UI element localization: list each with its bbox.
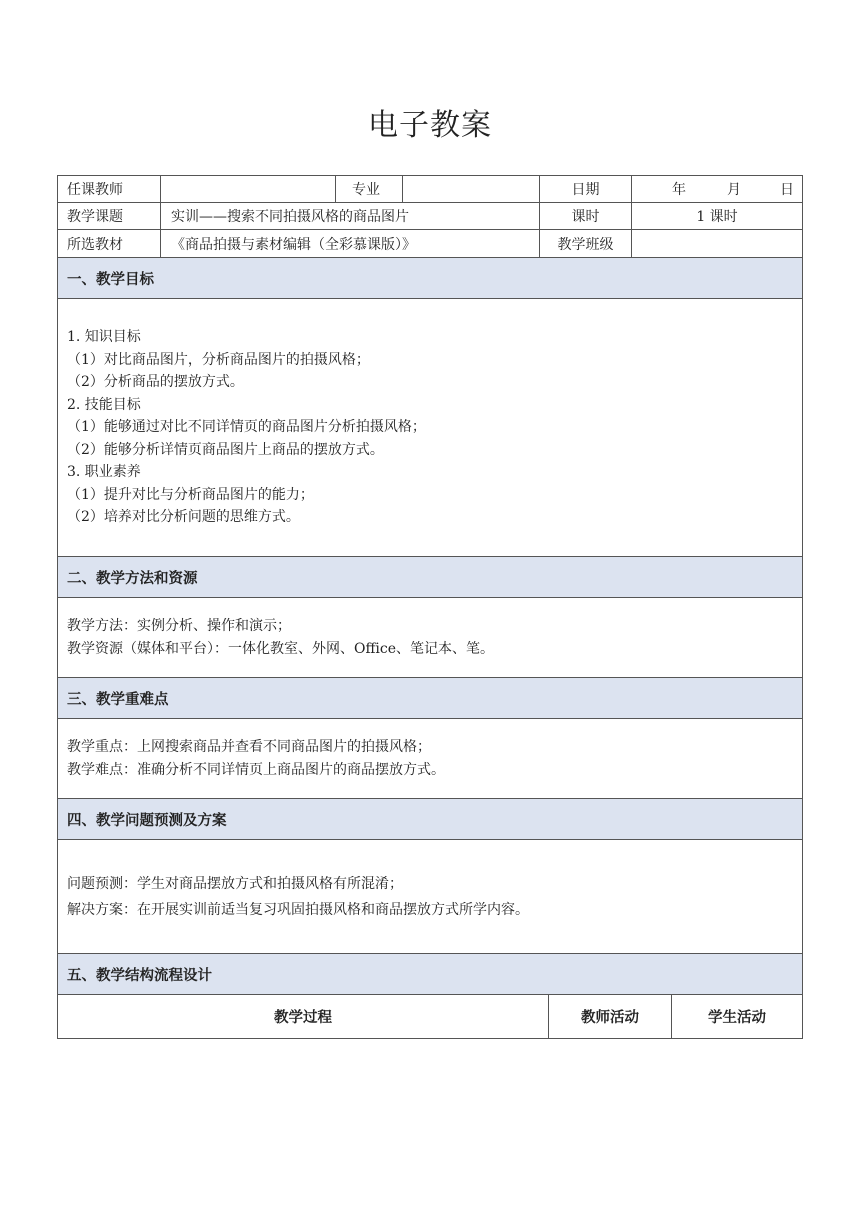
date-day: 日 <box>780 182 794 198</box>
hours-value[interactable]: 1 课时 <box>696 209 738 225</box>
section-heading-keypoints: 三、教学重难点 <box>57 678 803 719</box>
major-label: 专业 <box>336 176 403 202</box>
topic-label: 教学课题 <box>58 203 161 229</box>
class-label: 教学班级 <box>540 230 632 257</box>
section-body-keypoints <box>57 719 803 799</box>
goals-line: （1）对比商品图片，分析商品图片的拍摄风格； <box>67 351 370 368</box>
topic-value[interactable]: 实训——搜索不同拍摄风格的商品图片 <box>161 203 540 229</box>
section-heading-methods: 二、教学方法和资源 <box>57 557 803 598</box>
info-row-topic <box>57 203 803 230</box>
textbook-value[interactable]: 《商品拍摄与素材编辑（全彩慕课版）》 <box>161 230 540 257</box>
methods-line: 教学资源（媒体和平台）：一体化教室、外网、Office、笔记本、笔。 <box>67 640 495 657</box>
problems-line: 解决方案：在开展实训前适当复习巩固拍摄风格和商品摆放方式所学内容。 <box>67 902 529 918</box>
section-heading-structure: 五、教学结构流程设计 <box>57 954 803 995</box>
section-heading-goals: 一、教学目标 <box>57 258 803 299</box>
col-teacher-activity: 教师活动 <box>549 995 672 1038</box>
info-row-textbook <box>57 230 803 258</box>
section-body-problems <box>57 840 803 954</box>
goals-line: 1. 知识目标 <box>67 329 141 345</box>
section-body-methods <box>57 598 803 678</box>
section-heading-problems: 四、教学问题预测及方案 <box>57 799 803 840</box>
document-title: 电子教案 <box>368 108 492 143</box>
teacher-label: 任课教师 <box>58 176 161 202</box>
problems-line: 问题预测：学生对商品摆放方式和拍摄风格有所混淆； <box>67 876 403 892</box>
keypoints-line: 教学重点：上网搜索商品并查看不同商品图片的拍摄风格； <box>67 739 431 755</box>
goals-line: （1）提升对比与分析商品图片的能力； <box>67 486 314 503</box>
goals-line: （2）培养对比分析问题的思维方式。 <box>67 509 300 525</box>
col-teaching-process: 教学过程 <box>58 995 549 1038</box>
structure-header-row <box>57 995 803 1039</box>
hours-label: 课时 <box>540 203 632 229</box>
col-student-activity: 学生活动 <box>708 1010 766 1026</box>
goals-line: （2）分析商品的摆放方式。 <box>67 374 244 390</box>
teacher-value[interactable] <box>161 176 336 202</box>
section-body-goals <box>57 299 803 557</box>
date-year: 年 <box>672 182 686 198</box>
date-value[interactable] <box>632 176 802 202</box>
major-value[interactable] <box>403 176 540 202</box>
goals-line: （1）能够通过对比不同详情页的商品图片分析拍摄风格； <box>67 419 426 435</box>
methods-line: 教学方法：实例分析、操作和演示； <box>67 618 291 634</box>
goals-line: 3. 职业素养 <box>67 464 141 480</box>
date-month: 月 <box>727 182 741 198</box>
class-value[interactable] <box>632 230 802 257</box>
goals-line: 2. 技能目标 <box>67 396 141 413</box>
date-label: 日期 <box>540 176 632 202</box>
lesson-plan-table <box>57 175 803 1039</box>
textbook-label: 所选教材 <box>58 230 161 257</box>
goals-line: （2）能够分析详情页商品图片上商品的摆放方式。 <box>67 441 384 458</box>
info-row-teacher <box>57 175 803 203</box>
keypoints-line: 教学难点：准确分析不同详情页上商品图片的商品摆放方式。 <box>67 761 445 778</box>
